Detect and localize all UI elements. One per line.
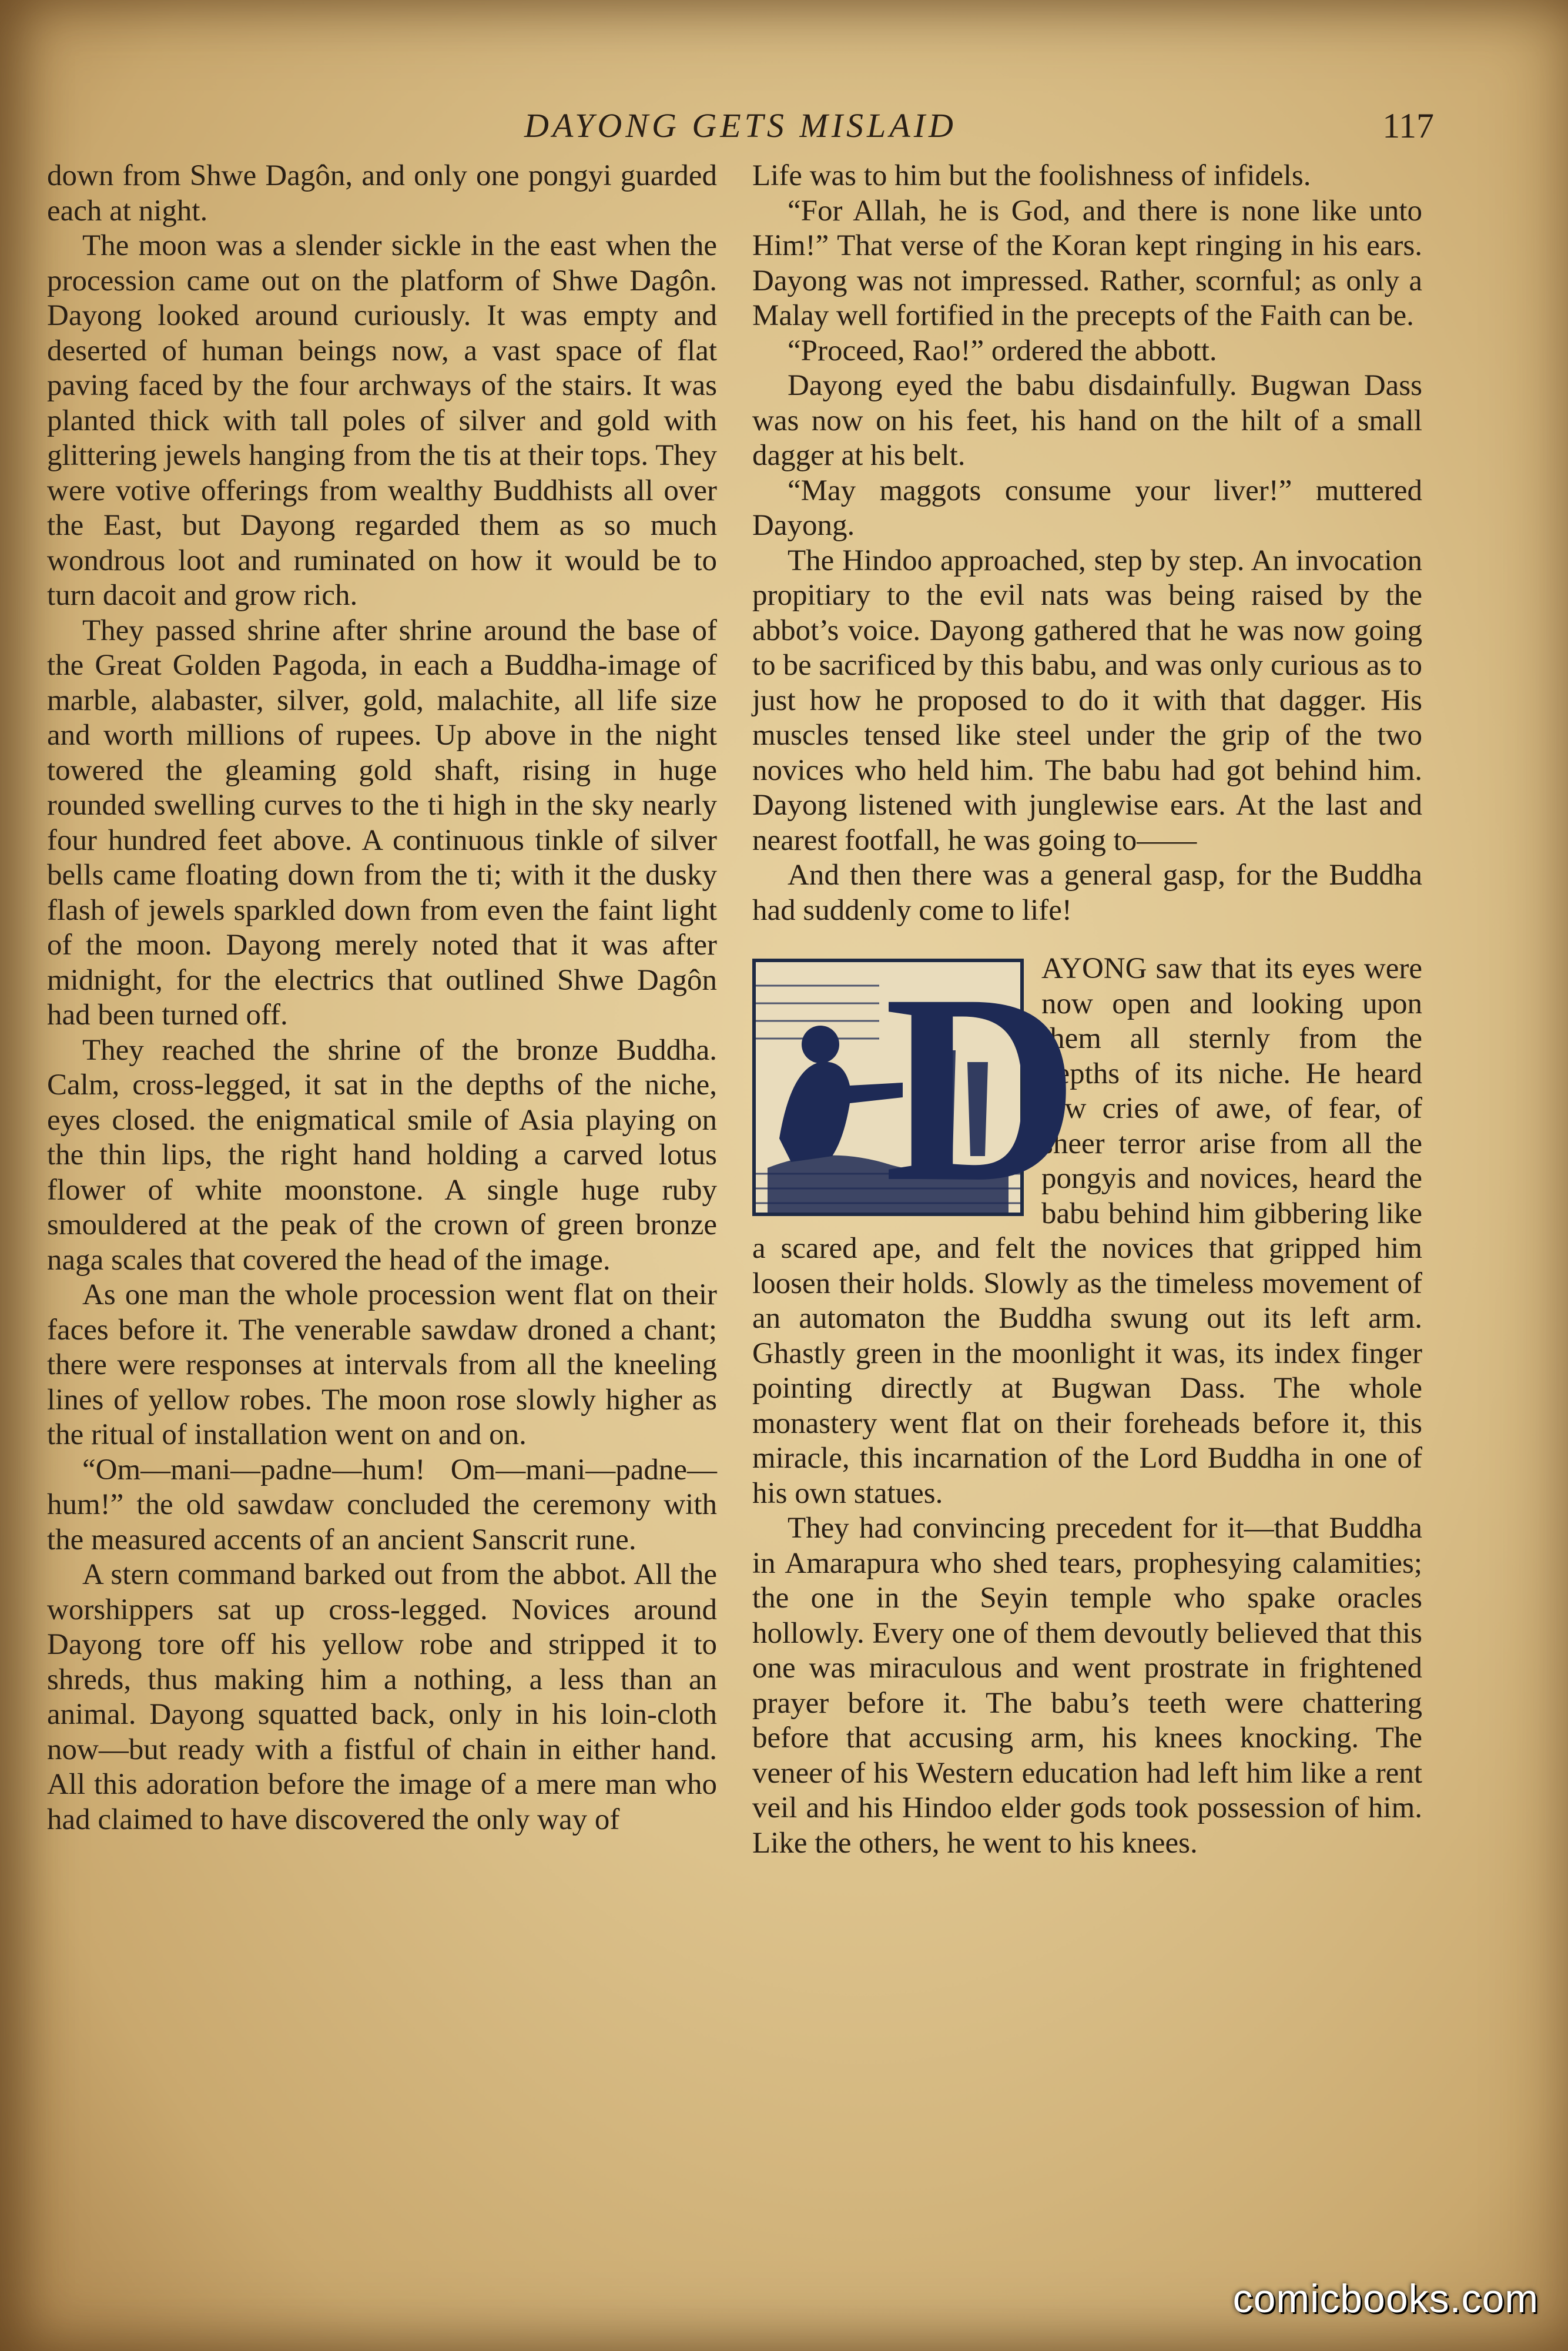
paragraph: They reached the shrine of the bronze Buddha. Calm, cross-legged, it sat in the depths of the niche, eyes closed. the enigmatical smile of Asia playing on the thin lips, the right hand holding a carved lotus flower of white moonstone. A single huge ruby smouldered at the peak of the crown of green bronze naga scales that covered the head of the image.: [47, 1033, 717, 1277]
paragraph: “Om—mani—padne—hum! Om—mani—padne—hum!” the old sawdaw concluded the ceremony with the measured accents of an ancient Sanscrit rune.: [47, 1453, 717, 1556]
paragraph: As one man the whole procession went flat on their faces before it. The venerable sawdaw droned a chant; there were responses at intervals from all the kneeling lines of yellow robes. The moon rose slowly higher as the ritual of installation went on and on.: [47, 1278, 717, 1451]
paragraph: And then there was a general gasp, for the Buddha had suddenly come to life!: [752, 859, 1422, 927]
page-number: 117: [1382, 106, 1434, 145]
drop-cap-section: [752, 938, 1422, 1511]
paragraph: “Proceed, Rao!” ordered the abbott.: [788, 334, 1217, 367]
paragraph: They passed shrine after shrine around the base of the Great Golden Pagoda, in each a Buddha-image of marble, alabaster, silver, gold, malachite, all life size and worth millions of rupees. Up above in the night towered the gleaming gold shaft, rising in huge rounded swelling curves to the ti high in the sky nearly four hundred feet above. A continuous tinkle of silver bells came floating down from the ti; with it the dusky flash of jewels sparkled down from even the faint light of the moon. Dayong merely noted that it was after midnight, for the electrics that outlined Shwe Dagôn had been turned off.: [47, 614, 717, 1032]
drop-cap-illustration: [752, 938, 1080, 1238]
paragraph: Life was to him but the foolishness of infidels.: [752, 159, 1311, 192]
running-head: DAYONG GETS MISLAID: [524, 106, 957, 145]
paragraph: They had convincing precedent for it—that Buddha in Amarapura who shed tears, prophesying calamities; the one in the Seyin temple who spake oracles hollowly. Every one of them devoutly believed that this one was miraculous and went prostrate in frightened prayer before it. The babu’s teeth were chattering before that accusing arm, his knees knocking. The veneer of his Western education had left him like a rent veil and his Hindoo elder gods took possession of him. Like the others, he went to his knees.: [752, 1512, 1422, 1860]
paragraph: AYONG saw that its eyes were now open and looking upon them all sternly from the depths of its niche. He heard low cries of awe, of fear, of sheer terror arise from all the pongyis and novices, heard the babu behind him gibbering like a scared ape, and felt the novices that gripped him loosen their holds. Slowly as the timeless movement of an automaton the Buddha swung out its left arm. Ghastly green in the moonlight it was, its index finger pointing directly at Bugwan Dass. The whole monastery went flat on their foreheads before it, this miracle, this incarnation of the Lord Buddha in one of his own statues.: [752, 952, 1422, 1510]
paragraph: The Hindoo approached, step by step. An invocation propitiary to the evil nats was being raised by the abbot’s voice. Dayong gathered that he was now going to be sacrificed by this babu, and was only curious as to just how he proposed to do it with that dagger. His muscles tensed like steel under the grip of the two novices who held him. The babu had got behind him. Dayong listened with junglewise ears. At the last and nearest footfall, he was going to——: [752, 544, 1422, 857]
paragraph: down from Shwe Dagôn, and only one pongyi guarded each at night.: [47, 159, 717, 227]
page-header: [47, 106, 1434, 159]
left-column: [47, 159, 717, 2298]
drop-cap-letter: D: [884, 938, 1080, 1238]
site-watermark: comicbooks.com: [1232, 2276, 1539, 2321]
right-column: [752, 159, 1422, 2298]
paragraph: A stern command barked out from the abbot. All the worshippers sat up cross-legged. Novices around Dayong tore off his yellow robe and stripped it to shreds, thus making him a nothing, a less than an animal. Dayong squatted back, only in his loin-cloth now—but ready with a fistful of chain in either hand. All this adoration before the image of a mere man who had claimed to have discovered the only way of: [47, 1558, 717, 1836]
paragraph: “For Allah, he is God, and there is none like unto Him!” That verse of the Koran kept ringing in his ears. Dayong was not impressed. Rather, scornful; as only a Malay well fortified in the precepts of the Faith can be.: [752, 194, 1422, 332]
paragraph: The moon was a slender sickle in the east when the procession came out on the platform of Shwe Dagôn. Dayong looked around curiously. It was empty and deserted of human beings now, a vast space of flat paving faced by the four archways of the stairs. It was planted thick with tall poles of silver and gold with glittering jewels hanging from the tis at their tops. They were votive offerings from wealthy Buddhists all over the East, but Dayong regarded them as so much wondrous loot and ruminated on how it would be to turn dacoit and grow rich.: [47, 229, 717, 612]
paragraph: “May maggots consume your liver!” muttered Dayong.: [752, 474, 1422, 542]
paragraph: Dayong eyed the babu disdainfully. Bugwan Dass was now on his feet, his hand on the hilt of a small dagger at his belt.: [752, 369, 1422, 472]
